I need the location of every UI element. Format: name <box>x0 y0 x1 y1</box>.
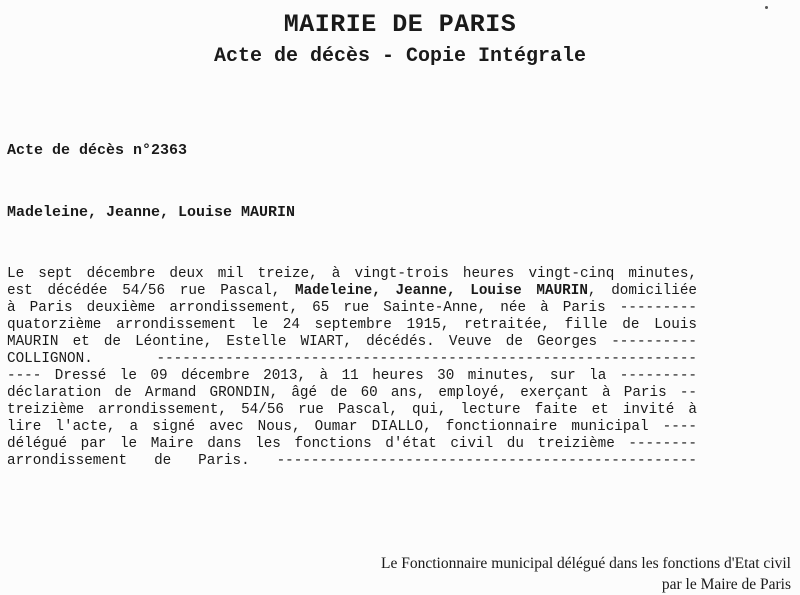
body-line: Le sept décembre deux mil treize, à vingt-trois heures vingt-cinq minutes, <box>7 266 697 282</box>
signature-line-2: par le Maire de Paris <box>661 576 791 593</box>
acte-number: Acte de décès n°2363 <box>7 142 188 159</box>
body-line <box>7 283 697 300</box>
body-line: délégué par le Maire dans les fonctions d'état civil du treizième -------- <box>7 436 697 452</box>
document-title: MAIRIE DE PARIS <box>283 10 517 39</box>
body-line: MAURIN et de Léontine, Estelle WIART, décédés. Veuve de Georges ---------- <box>7 334 697 350</box>
body-line-segment: est décédée 54/56 rue Pascal, <box>7 283 295 299</box>
body-line: arrondissement de Paris. ------------------------------------------------- <box>7 453 697 469</box>
certificate-body <box>7 266 697 470</box>
deceased-name-heading: Madeleine, Jeanne, Louise MAURIN <box>7 204 296 221</box>
body-line: COLLIGNON. --------------------------------------------------------------- <box>7 351 697 367</box>
body-line: treizième arrondissement, 54/56 rue Pascal, qui, lecture faite et invité à <box>7 402 697 418</box>
signature-line-1: Le Fonctionnaire municipal délégué dans les fonctions d'Etat civil <box>381 555 791 572</box>
body-line: lire l'acte, a signé avec Nous, Oumar DIALLO, fonctionnaire municipal ---- <box>7 419 697 435</box>
body-line: à Paris deuxième arrondissement, 65 rue Sainte-Anne, née à Paris --------- <box>7 300 697 316</box>
scan-speck <box>765 6 768 9</box>
body-line-segment: , domiciliée <box>587 283 697 299</box>
deceased-name-inline: Madeleine, Jeanne, Louise MAURIN <box>295 283 588 299</box>
body-line: déclaration de Armand GRONDIN, âgé de 60 ans, employé, exerçant à Paris -- <box>7 385 697 401</box>
body-line: ---- Dressé le 09 décembre 2013, à 11 heures 30 minutes, sur la --------- <box>7 368 697 384</box>
document-subtitle: Acte de décès - Copie Intégrale <box>213 45 587 68</box>
body-line: quatorzième arrondissement le 24 septembre 1915, retraitée, fille de Louis <box>7 317 697 333</box>
